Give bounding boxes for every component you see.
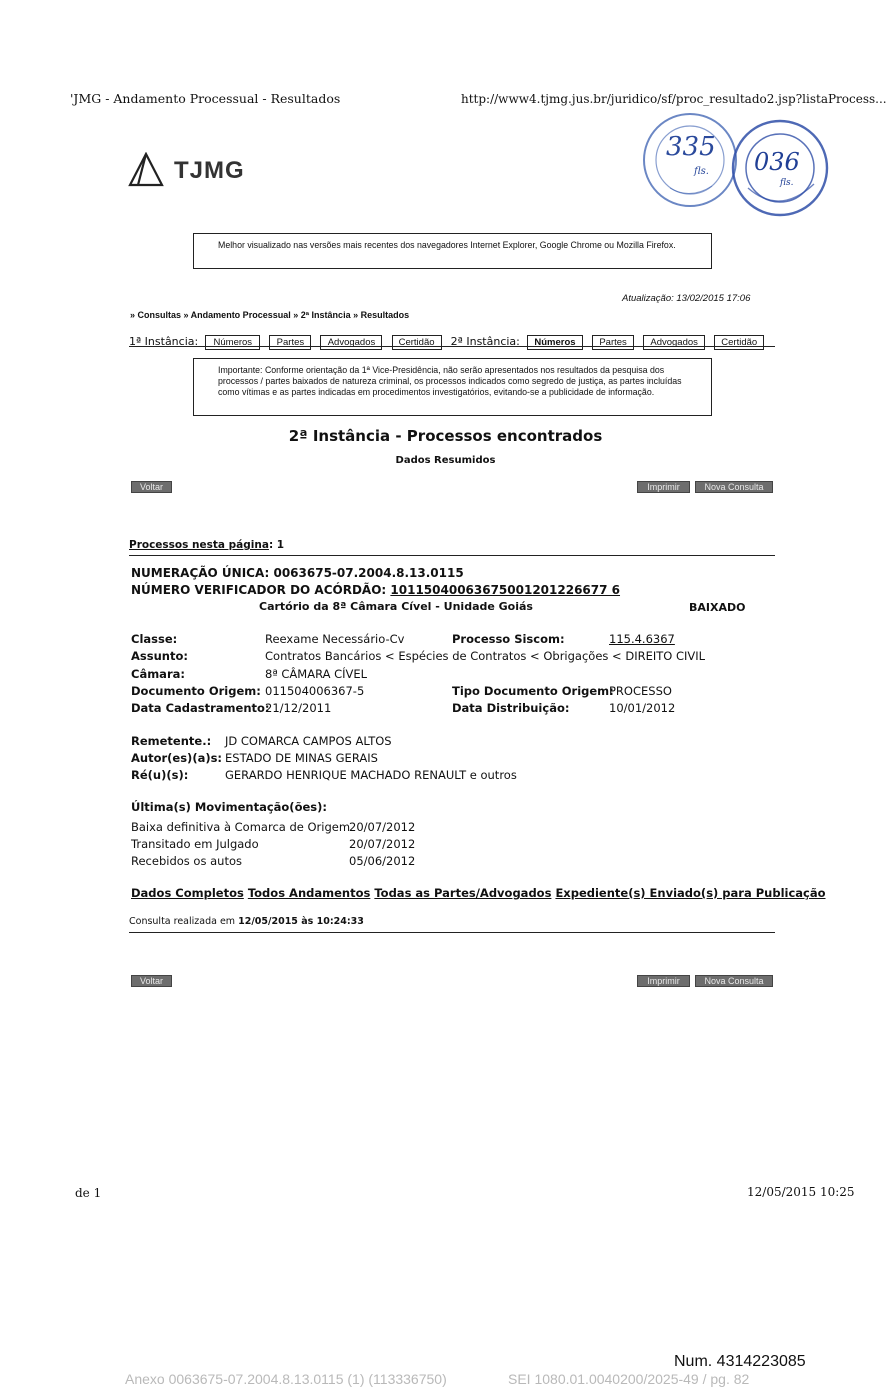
consulta-prefix: Consulta realizada em (129, 916, 239, 927)
mov-date-1: 20/07/2012 (349, 820, 416, 834)
page-title: 2ª Instância - Processos encontrados (288, 427, 603, 445)
second-instance-label: 2ª Instância: (450, 335, 520, 348)
movimentacoes-title: Última(s) Movimentação(ões): (131, 800, 327, 814)
remetente-value: JD COMARCA CAMPOS ALTOS (225, 734, 392, 748)
stamp2-number: 036 (754, 148, 800, 176)
stamp-vara-unica-1 (640, 110, 740, 210)
siscom-link[interactable]: 115.4.6367 (609, 632, 675, 646)
remetente-label: Remetente.: (131, 734, 212, 748)
voltar-button[interactable]: Voltar (131, 481, 172, 493)
update-timestamp: Atualização: 13/02/2015 17:06 (622, 293, 751, 304)
sei-footer: SEI 1080.01.0040200/2025-49 / pg. 82 (508, 1371, 750, 1387)
data-dist-label: Data Distribuição: (452, 701, 570, 715)
tabs-divider (129, 346, 775, 347)
stamp2-sub: fls. (780, 178, 794, 188)
camara-value: 8ª CÂMARA CÍVEL (265, 667, 368, 681)
cartorio: Cartório da 8ª Câmara Cível - Unidade Goiás (259, 600, 533, 613)
results-divider (129, 555, 775, 556)
assunto-value: Contratos Bancários < Espécies de Contratos < Obrigações < DIREITO CIVIL (265, 649, 706, 663)
status-badge: BAIXADO (689, 601, 746, 614)
classe-value: Reexame Necessário-Cv (265, 632, 405, 646)
todas-partes-link[interactable]: Todas as Partes/Advogados (374, 886, 552, 900)
consulta-info (129, 916, 364, 927)
imprimir-button[interactable]: Imprimir (637, 481, 690, 493)
process-links (131, 886, 826, 900)
breadcrumb: » Consultas » Andamento Processual » 2ª Instância » Resultados (130, 310, 410, 320)
data-cad-value: 21/12/2011 (265, 701, 332, 715)
print-footer-page: de 1 (75, 1186, 102, 1200)
mov-desc-2: Transitado em Julgado (131, 837, 259, 851)
stamp-vara-unica-2 (730, 118, 830, 218)
numero-verificador (131, 583, 620, 597)
voltar-button-bottom[interactable]: Voltar (131, 975, 172, 987)
doc-origem-label: Documento Origem: (131, 684, 261, 698)
processos-count (129, 539, 284, 551)
tipo-doc-label: Tipo Documento Origem: (452, 684, 614, 698)
processos-count-value: : 1 (268, 539, 285, 551)
print-footer-date: 12/05/2015 10:25 (747, 1185, 855, 1199)
mov-date-2: 20/07/2012 (349, 837, 416, 851)
tab-second-certidao[interactable]: Certidão (714, 335, 764, 350)
consulta-date: 12/05/2015 às 10:24:33 (238, 916, 364, 927)
page-subtitle: Dados Resumidos (395, 455, 496, 466)
print-header-url: http://www4.tjmg.jus.br/juridico/sf/proc_resultado2.jsp?listaProcess... (461, 92, 887, 106)
browser-notice-box (193, 233, 712, 269)
autor-value: ESTADO DE MINAS GERAIS (225, 751, 378, 765)
print-header-title: 'JMG - Andamento Processual - Resultados (70, 91, 341, 106)
consulta-divider (129, 932, 775, 933)
important-notice-box (193, 358, 712, 416)
reu-label: Ré(u)(s): (131, 768, 189, 782)
nova-consulta-button[interactable]: Nova Consulta (695, 481, 773, 493)
imprimir-button-bottom[interactable]: Imprimir (637, 975, 690, 987)
doc-origem-value: 011504006367-5 (265, 684, 365, 698)
numeracao-value: 0063675-07.2004.8.13.0115 (273, 566, 464, 580)
tab-first-partes[interactable]: Partes (269, 335, 311, 350)
tipo-doc-value: PROCESSO (609, 684, 672, 698)
expediente-link[interactable]: Expediente(s) Enviado(s) para Publicação (555, 886, 826, 900)
assunto-label: Assunto: (131, 649, 188, 663)
important-notice-text: Importante: Conforme orientação da 1ª Vice-Presidência, não serão apresentados nos resultados da pesquisa dos processos / partes baixados de natureza criminal, os processos indicados como segredo de justiça, as partes incluídas como vítimas e as partes indicadas em procedimentos investigatórios, evitando-se a publicidade de informação. (218, 365, 682, 397)
tab-first-advogados[interactable]: Advogados (320, 335, 382, 350)
stamp1-number: 335 (666, 132, 716, 162)
mov-desc-1: Baixa definitiva à Comarca de Origem (131, 820, 351, 834)
browser-notice-text: Melhor visualizado nas versões mais recentes dos navegadores Internet Explorer, Google Chrome ou Mozilla Firefox. (218, 240, 676, 250)
tab-first-certidao[interactable]: Certidão (392, 335, 442, 350)
siscom-label: Processo Siscom: (452, 632, 565, 646)
verificador-link[interactable]: 10115040063675001201226677 6 (390, 583, 621, 597)
triangle-logo-icon (128, 152, 164, 188)
dados-completos-link[interactable]: Dados Completos (131, 886, 244, 900)
numeracao-unica (131, 566, 464, 580)
stamp1-sub: fls. (694, 166, 709, 177)
verificador-label: NÚMERO VERIFICADOR DO ACÓRDÃO: (131, 583, 387, 597)
nova-consulta-button-bottom[interactable]: Nova Consulta (695, 975, 773, 987)
tjmg-logo (128, 152, 288, 192)
document-number: Num. 4314223085 (674, 1353, 806, 1370)
tab-second-partes[interactable]: Partes (592, 335, 634, 350)
classe-label: Classe: (131, 632, 178, 646)
autor-label: Autor(es)(a)s: (131, 751, 223, 765)
first-instance-label: 1ª Instância: (129, 335, 199, 348)
processos-label: Processos nesta página (129, 539, 269, 551)
tab-first-numeros[interactable]: Números (205, 335, 260, 350)
mov-desc-3: Recebidos os autos (131, 854, 242, 868)
todos-andamentos-link[interactable]: Todos Andamentos (247, 886, 371, 900)
instance-tabs (129, 330, 775, 350)
tab-second-numeros[interactable]: Números (527, 335, 583, 350)
data-dist-value: 10/01/2012 (609, 701, 676, 715)
reu-value: GERARDO HENRIQUE MACHADO RENAULT e outros (225, 768, 517, 782)
logo-text: TJMG (174, 157, 245, 184)
data-cad-label: Data Cadastramento: (131, 701, 270, 715)
mov-date-3: 05/06/2012 (349, 854, 416, 868)
numeracao-label: NUMERAÇÃO ÚNICA: (131, 566, 270, 580)
annex-footer: Anexo 0063675-07.2004.8.13.0115 (1) (113336750) (125, 1371, 447, 1387)
tab-second-advogados[interactable]: Advogados (643, 335, 705, 350)
camara-label: Câmara: (131, 667, 185, 681)
